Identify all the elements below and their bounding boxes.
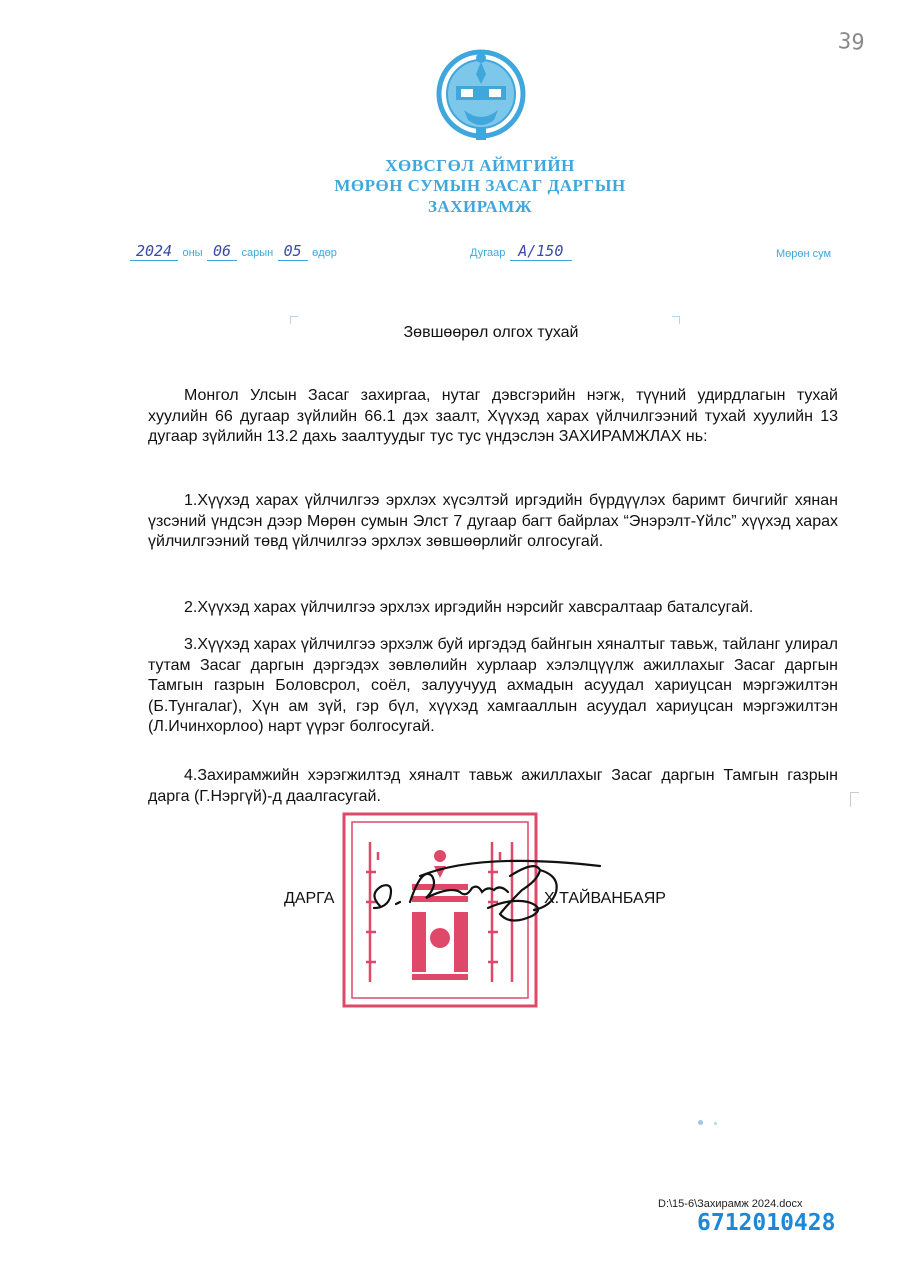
date-year-suffix: оны xyxy=(182,247,203,259)
date-day-suffix: өдөр xyxy=(312,247,337,259)
date-year: 2024 xyxy=(130,242,178,261)
document-serial-number: 6712010428 xyxy=(697,1210,836,1236)
order-item-3: 3.Хүүхэд харах үйлчилгээ эрхэлж буй иргэдэд байнгын хяналтыг тавьж, тайланг улирал тутам Засаг даргын дэргэдэх зөвлөлийн хурлаар хэлэлцүүлж ажиллахыг Засаг даргын Тамгын газрын Боловсрол, соёл, залуучууд ахмадын асуудал хариуцсан мэргэжилтэн (Б.Тунгалаг), Хүн ам зүй, гэр бүл, хүүхэд хамгааллын асуудал хариуцсан мэргэжилтэн (Л.Ичинхорлоо) нарт үүрэг болгосугай. xyxy=(148,636,838,735)
scan-speck xyxy=(698,1120,703,1125)
date-day: 05 xyxy=(278,242,308,261)
file-path: D:\15-6\Захирамж 2024.docx xyxy=(658,1198,803,1210)
date-line xyxy=(130,242,337,261)
document-number: A/150 xyxy=(510,242,572,261)
corner-mark-left xyxy=(290,316,298,324)
number-line xyxy=(470,242,572,261)
signer-position: ДАРГА xyxy=(284,890,335,907)
order-item-4: 4.Захирамжийн хэрэгжилтэд хяналт тавьж ажиллахыг Засаг даргын Тамгын газрын дарга (Г.Нэргүй)-д даалгасугай. xyxy=(148,767,838,805)
date-month: 06 xyxy=(207,242,237,261)
date-month-suffix: сарын xyxy=(241,247,274,259)
signer-name: Х.ТАЙВАНБАЯР xyxy=(544,890,666,907)
handwritten-signature xyxy=(360,846,610,936)
order-item-2: 2.Хүүхэд харах үйлчилгээ эрхлэх иргэдийн нэрсийг хавсралтаар баталсугай. xyxy=(184,599,754,616)
org-line-2: МӨРӨН СУМЫН ЗАСАГ ДАРГЫН xyxy=(334,176,626,195)
margin-mark xyxy=(850,792,859,807)
document-type: ЗАХИРАМЖ xyxy=(427,197,533,216)
place: Мөрөн сум xyxy=(776,248,832,260)
corner-mark-right xyxy=(672,316,680,324)
scan-speck xyxy=(714,1122,717,1125)
number-label: Дугаар xyxy=(470,247,506,259)
org-line-1: ХӨВСГӨЛ АЙМГИЙН xyxy=(385,156,575,175)
document-title: Зөвшөөрөл олгох тухай xyxy=(403,324,579,341)
page-number: 39 xyxy=(837,29,866,56)
state-emblem xyxy=(436,44,526,144)
order-item-1: 1.Хүүхэд харах үйлчилгээ эрхлэх хүсэлтэй иргэдийн бүрдүүлэх баримт бичгийг хянан үзсэний үндсэн дээр Мөрөн сумын Элст 7 дугаар багт байрлах “Энэрэлт-Үйлс” хүүхэд харах үйлчилгээний төвд үйлчилгээ эрхлэх зөвшөөрлийг олгосугай. xyxy=(148,492,838,550)
preamble: Монгол Улсын Засаг захиргаа, нутаг дэвсгэрийн нэгж, түүний удирдлагын тухай хуулийн 66 дугаар зүйлийн 66.1 дэх заалт, Хүүхэд харах үйлчилгээний тухай хуулийн 13 дугаар зүйлийн 13.2 дахь заалтуудыг тус тус үндэслэн ЗАХИРАМЖЛАХ нь: xyxy=(148,387,838,445)
